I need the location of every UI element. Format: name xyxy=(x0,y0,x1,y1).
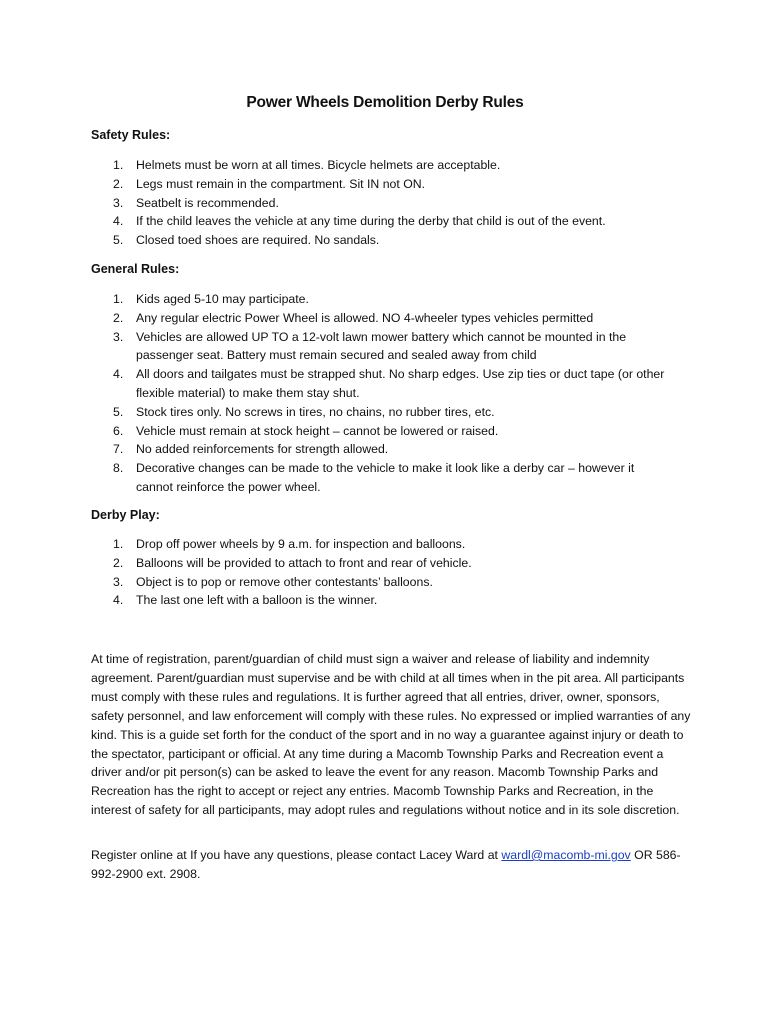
list-item-number: 4. xyxy=(113,593,124,608)
safety-rules-heading: Safety Rules: xyxy=(91,128,171,142)
list-item-text: No added reinforcements for strength allowed. xyxy=(136,442,389,457)
contact-paragraph xyxy=(91,846,691,884)
list-item-number: 2. xyxy=(113,310,124,325)
list-item-number: 1. xyxy=(113,158,124,172)
list-item-number: 4. xyxy=(113,367,124,382)
list-item-text: Object is to pop or remove other contestants’ balloons. xyxy=(136,574,433,589)
list-item-text: Any regular electric Power Wheel is allowed. NO 4-wheeler types vehicles permitted xyxy=(136,310,594,325)
derby-play-list xyxy=(91,535,671,610)
list-item-number: 1. xyxy=(113,292,124,306)
list-item xyxy=(91,422,671,441)
list-item-number: 1. xyxy=(113,537,124,551)
list-item xyxy=(91,459,671,497)
list-item-number: 8. xyxy=(113,461,124,476)
list-item xyxy=(91,290,671,309)
contact-prefix: Register online at If you have any questions, please contact Lacey Ward at xyxy=(91,848,502,862)
list-item xyxy=(91,231,671,250)
waiver-paragraph: At time of registration, parent/guardian of child must sign a waiver and release of liability and indemnity agreement. Parent/guardian must supervise and be with child at all times when in the pit area. All participants must comply with these rules and regulations. It is further agreed that all entries, driver, owner, sponsors, safety personnel, and law enforcement will comply with these rules. No expressed or implied warranties of any kind. This is a guide set forth for the conduct of the sport and in no way a guarantee against injury or death to the spectator, participant or official. At any time during a Macomb Township Parks and Recreation event a driver and/or pit person(s) can be asked to leave the event for any reason. Macomb Township Parks and Recreation has the right to accept or reject any entries. Macomb Township Parks and Recreation, in the interest of safety for all participants, may adopt rules and regulations without notice and in its sole discretion. xyxy=(91,652,691,818)
list-item-text: Vehicles are allowed UP TO a 12-volt lawn mower battery which cannot be mounted in the passenger seat. Battery must remain secured and sealed away from child xyxy=(136,329,627,363)
list-item-text: Stock tires only. No screws in tires, no chains, no rubber tires, etc. xyxy=(136,404,495,419)
list-item xyxy=(91,365,671,403)
page-title: Power Wheels Demolition Derby Rules xyxy=(246,94,524,111)
list-item-number: 5. xyxy=(113,404,124,419)
list-item xyxy=(91,175,671,194)
list-item-text: Legs must remain in the compartment. Sit IN not ON. xyxy=(136,176,426,191)
derby-play-heading: Derby Play: xyxy=(91,508,160,522)
list-item xyxy=(91,328,671,366)
list-item xyxy=(91,535,671,554)
contact-email-link[interactable]: wardl@macomb-mi.gov xyxy=(501,848,631,862)
list-item-text: The last one left with a balloon is the winner. xyxy=(136,593,378,608)
safety-rules-list xyxy=(91,156,671,250)
list-item-number: 2. xyxy=(113,176,124,191)
list-item-text: Helmets must be worn at all times. Bicycle helmets are acceptable. xyxy=(136,158,501,172)
list-item xyxy=(91,554,671,573)
list-item xyxy=(91,309,671,328)
list-item xyxy=(91,156,671,175)
list-item-number: 6. xyxy=(113,423,124,438)
contact-suffix: OR 586-992-2900 ext. 2908. xyxy=(91,848,681,881)
list-item-text: All doors and tailgates must be strapped shut. No sharp edges. Use zip ties or duct tape (or other flexible material) to make them stay shut. xyxy=(136,367,665,400)
list-item-text: Seatbelt is recommended. xyxy=(136,195,279,210)
list-item-number: 3. xyxy=(113,195,124,210)
list-item-text: Vehicle must remain at stock height – cannot be lowered or raised. xyxy=(136,423,499,438)
list-item xyxy=(91,440,671,459)
list-item xyxy=(91,403,671,422)
list-item-number: 3. xyxy=(113,574,124,589)
list-item xyxy=(91,573,671,592)
list-item-text: Decorative changes can be made to the vehicle to make it look like a derby car – however it cannot reinforce the power wheel. xyxy=(136,461,635,494)
list-item xyxy=(91,591,671,610)
list-item-number: 3. xyxy=(113,329,124,344)
list-item xyxy=(91,212,671,231)
list-item-text: If the child leaves the vehicle at any time during the derby that child is out of the event. xyxy=(136,214,606,229)
list-item-text: Kids aged 5-10 may participate. xyxy=(136,292,309,306)
general-rules-list xyxy=(91,290,671,497)
list-item-text: Drop off power wheels by 9 a.m. for inspection and balloons. xyxy=(136,537,466,551)
list-item-number: 5. xyxy=(113,233,124,248)
general-rules-heading: General Rules: xyxy=(91,262,180,276)
list-item-text: Balloons will be provided to attach to front and rear of vehicle. xyxy=(136,555,472,570)
list-item-text: Closed toed shoes are required. No sandals. xyxy=(136,233,380,248)
list-item-number: 2. xyxy=(113,555,124,570)
list-item-number: 7. xyxy=(113,442,124,457)
list-item xyxy=(91,194,671,213)
list-item-number: 4. xyxy=(113,214,124,229)
